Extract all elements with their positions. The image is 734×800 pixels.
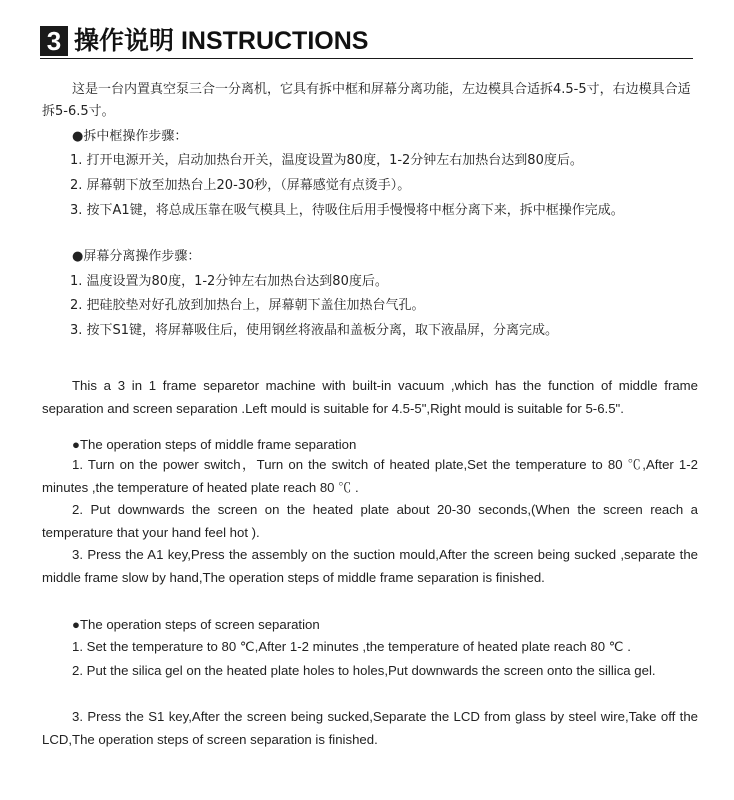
- en-screen-heading: ●The operation steps of screen separation: [72, 617, 320, 632]
- zh-intro-paragraph: 这是一台内置真空泵三合一分离机，它具有拆中框和屏幕分离功能，左边模具合适拆4.5-5寸，右边模具合适拆5-6.5寸。: [42, 82, 691, 119]
- zh-middle-frame-heading: ●拆中框操作步骤：: [72, 129, 188, 144]
- title-underline: [40, 58, 693, 59]
- en-intro-paragraph: This a 3 in 1 frame separetor machine with built-in vacuum ,which has the function of middle frame separation and screen separation .Left mould is suitable for 4.5-5",Right mould is suitable for 5-6.5".: [42, 378, 698, 416]
- zh-middle-step-1: 1. 打开电源开关，启动加热台开关，温度设置为80度，1-2分钟左右加热台达到80度后。: [70, 153, 583, 168]
- en-screen-step-3: 3. Press the S1 key,After the screen being sucked,Separate the LCD from glass by steel wire,Take off the LCD,The operation steps of screen separation is finished.: [42, 709, 698, 747]
- zh-middle-step-3: 3. 按下A1键，将总成压靠在吸气模具上，待吸住后用手慢慢将中框分离下来，拆中框操作完成。: [70, 203, 624, 218]
- zh-middle-step-2: 2. 屏幕朝下放至加热台上20-30秒，（屏幕感觉有点烫手）。: [70, 178, 411, 193]
- zh-screen-step-3: 3. 按下S1键，将屏幕吸住后，使用钢丝将液晶和盖板分离，取下液晶屏，分离完成。: [70, 323, 559, 338]
- zh-screen-step-1: 1. 温度设置为80度，1-2分钟左右加热台达到80度后。: [70, 274, 388, 289]
- en-screen-step-1: 1. Set the temperature to 80 ℃,After 1-2 minutes ,the temperature of heated plate reach 80 ℃ .: [72, 639, 631, 654]
- section-title: 操作说明 INSTRUCTIONS: [74, 27, 369, 55]
- en-middle-step-3: 3. Press the A1 key,Press the assembly on the suction mould,After the screen being sucked ,separate the middle frame slow by hand,The operation steps of middle frame separation is finished.: [42, 547, 698, 585]
- zh-screen-heading: ●屏幕分离操作步骤：: [72, 249, 201, 264]
- section-number-badge: 3: [40, 26, 68, 56]
- en-middle-step-1: 1. Turn on the power switch，Turn on the switch of heated plate,Set the temperature to 80 ℃,After 1-2 minutes ,the temperature of heated plate reach 80 ℃ .: [42, 457, 698, 495]
- en-middle-frame-heading: ●The operation steps of middle frame separation: [72, 437, 357, 452]
- en-middle-step-2: 2. Put downwards the screen on the heated plate about 20-30 seconds,(When the screen reach a temperature that your hand feel hot ).: [42, 502, 698, 540]
- zh-screen-step-2: 2. 把硅胶垫对好孔放到加热台上，屏幕朝下盖住加热台气孔。: [70, 298, 425, 313]
- en-screen-step-2: 2. Put the silica gel on the heated plate holes to holes,Put downwards the screen onto the sillica gel.: [72, 663, 656, 678]
